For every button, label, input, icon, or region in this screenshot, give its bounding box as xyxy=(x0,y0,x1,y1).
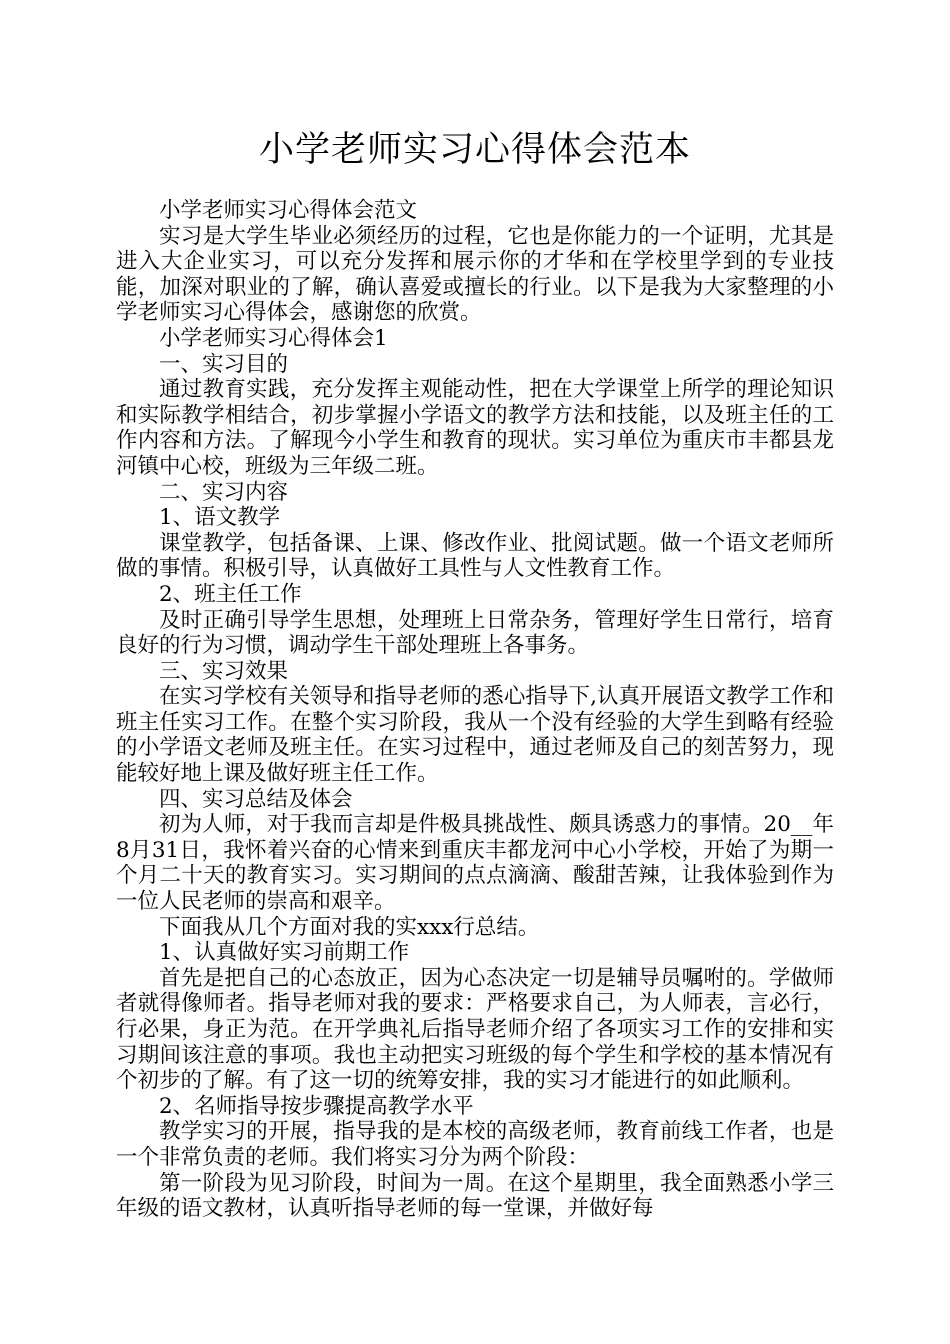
section-heading: 小学老师实习心得体会1 xyxy=(159,325,388,351)
paragraph-subtitle: 小学老师实习心得体会范文 xyxy=(159,198,418,223)
paragraph: 下面我从几个方面对我的实xxx行总结。 xyxy=(159,914,540,940)
section-heading: 一、实习目的 xyxy=(159,351,289,377)
section-heading: 四、实习总结及体会 xyxy=(159,786,353,812)
paragraph: 教学实习的开展，指导我的是本校的高级老师，教育前线工作者，也是一个非常负责的老师。我们将实习分为两个阶段： xyxy=(116,1119,834,1170)
paragraph: 通过教育实践，充分发挥主观能动性，把在大学课堂上所学的理论知识和实际教学相结合，初步掌握小学语文的教学方法和技能，以及班主任的工作内容和方法。了解现今小学生和教育的现状。实习单位为重庆市丰都县龙河镇中心校，班级为三年级二班。 xyxy=(116,377,834,479)
subsection-heading: 2、班主任工作 xyxy=(159,581,302,607)
section-heading: 二、实习内容 xyxy=(159,479,289,505)
document-body xyxy=(116,198,834,1222)
subsection-heading: 1、语文教学 xyxy=(159,505,281,531)
paragraph-intro: 实习是大学生毕业必须经历的过程，它也是你能力的一个证明，尤其是进入大企业实习，可以充分发挥和展示你的才华和在学校里学到的专业技能，加深对职业的了解，确认喜爱或擅长的行业。以下是我为大家整理的小学老师实习心得体会，感谢您的欣赏。 xyxy=(116,223,834,326)
paragraph: 在实习学校有关领导和指导老师的悉心指导下,认真开展语文教学工作和班主任实习工作。在整个实习阶段，我从一个没有经验的大学生到略有经验的小学语文老师及班主任。在实习过程中，通过老师及自己的刻苦努力，现能较好地上课及做好班主任工作。 xyxy=(116,684,834,787)
paragraph: 第一阶段为见习阶段，时间为一周。在这个星期里，我全面熟悉小学三年级的语文教材，认真听指导老师的每一堂课，并做好每 xyxy=(116,1170,834,1222)
paragraph: 首先是把自己的心态放正，因为心态决定一切是辅导员嘱咐的。学做师者就得像师者。指导老师对我的要求：严格要求自己，为人师表，言必行，行必果，身正为范。在开学典礼后指导老师介绍了各项实习工作的安排和实习期间该注意的事项。我也主动把实习班级的每个学生和学校的基本情况有个初步的了解。有了这一切的统筹安排，我的实习才能进行的如此顺利。 xyxy=(116,965,834,1094)
subsection-heading: 1、认真做好实习前期工作 xyxy=(159,940,410,966)
paragraph: 初为人师，对于我而言却是件极具挑战性、颇具诱惑力的事情。20__年8月31日，我怀着兴奋的心情来到重庆丰都龙河中心小学校，开始了为期一个月二十天的教育实习。实习期间的点点滴滴、酸甜苦辣，让我体验到作为一位人民老师的崇高和艰辛。 xyxy=(116,812,834,915)
section-heading: 三、实习效果 xyxy=(159,658,289,684)
subsection-heading: 2、名师指导按步骤提高教学水平 xyxy=(159,1093,474,1119)
document-title: 小学老师实习心得体会范本 xyxy=(258,130,691,170)
paragraph: 课堂教学，包括备课、上课、修改作业、批阅试题。做一个语文老师所做的事情。积极引导，认真做好工具性与人文性教育工作。 xyxy=(116,530,834,582)
paragraph: 及时正确引导学生思想，处理班上日常杂务，管理好学生日常行，培育良好的行为习惯，调动学生干部处理班上各事务。 xyxy=(116,607,834,659)
